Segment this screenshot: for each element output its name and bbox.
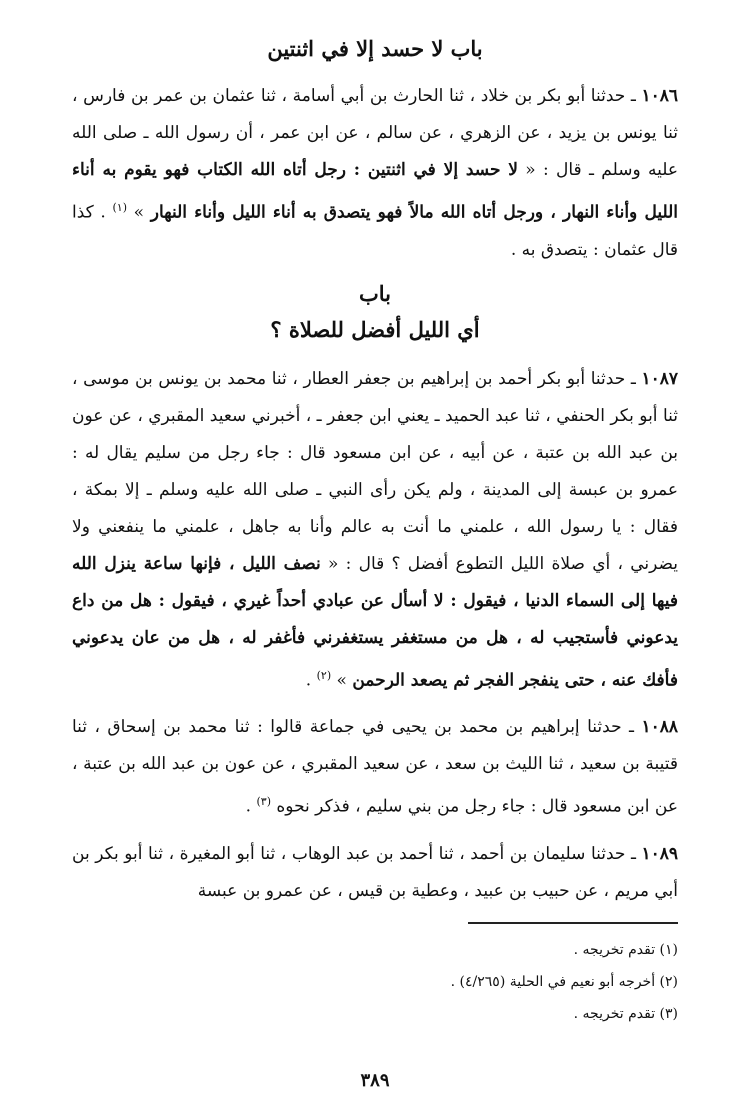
hadith-number: ١٠٨٩ [641, 843, 678, 864]
hadith-number: ١٠٨٨ [641, 717, 678, 738]
page-number: ٣٨٩ [360, 1070, 390, 1091]
hadith-1086 [72, 78, 678, 269]
hadith-text-end: . كذا قال عثمان : يتصدق به . [72, 202, 678, 260]
footnote-1: (١) تقدم تخريجه . [573, 941, 678, 958]
hadith-text: ـ حدثنا سليمان بن أحمد ، ثنا أحمد بن عبد الوهاب ، ثنا أبو المغيرة ، ثنا أبو بكر بن أبي مريم ، عن حبيب بن عبيد ، وعطية بن قيس ، عن عمرو بن عبسة [72, 843, 678, 901]
chapter-heading-bab: باب [358, 280, 391, 306]
hadith-text-end: . [245, 796, 257, 817]
hadith-text: ـ حدثنا أبو بكر بن خلاد ، ثنا الحارث بن أبي أسامة ، ثنا عثمان بن عمر بن فارس ، ثنا يونس بن يزيد ، عن الزهري ، عن سالم ، عن ابن عمر ، أن رسول الله ـ صلى الله عليه وسلم ـ قال : « [72, 86, 678, 180]
chapter-heading: باب لا حسد إلا في اثنتين [267, 36, 483, 61]
hadith-1089 [72, 836, 678, 910]
hadith-1088 [72, 709, 678, 826]
hadith-1087 [72, 361, 678, 700]
hadith-quote: نصف الليل ، فإنها ساعة ينزل الله فيها إلى السماء الدنيا ، فيقول : لا أسأل عن عبادي أحداً غيري ، فيقول : هل من داع يدعوني فأستجيب له ، هل من مستغفر يستغفرني فأغفر له ، هل من عان يدعوني فأفك عنه ، حتى ينفجر الفجر ثم يصعد الرحمن [72, 553, 678, 691]
footnote-ref: (٣) [256, 795, 271, 809]
quote-close: » [127, 202, 151, 223]
hadith-text: ـ حدثنا إبراهيم بن محمد بن يحيى في جماعة قالوا : ثنا محمد بن إسحاق ، ثنا قتيبة بن سعيد ، ثنا الليث بن سعد ، عن سعيد المقبري ، عن عون بن عبد الله بن عتبة ، عن ابن مسعود قال : جاء رجل من بني سليم ، فذكر نحوه [72, 717, 678, 817]
footnote-3: (٣) تقدم تخريجه . [573, 1005, 678, 1022]
hadith-text: ـ حدثنا أبو بكر أحمد بن إبراهيم بن جعفر العطار ، ثنا محمد بن يونس بن موسى ، ثنا أبو بكر الحنفي ، ثنا عبد الحميد ـ يعني ابن جعفر ـ ، أخبرني سعيد المقبري ، عن عون بن عبد الله بن عتبة ، عن أبيه ، عن ابن مسعود قال : جاء رجل من سليم يقال له : عمرو بن عبسة إلى المدينة ، ولم يكن رأى النبي ـ صلى الله عليه وسلم ـ إلا بمكة ، فقال : يا رسول الله ، علمني ما أنت به عالم وأنا به جاهل ، علمني ما ينفعني ولا يضرني ، أي صلاة الليل التطوع أفضل ؟ قال : « [72, 368, 678, 574]
footnote-ref: (٢) [316, 668, 332, 682]
hadith-text-end: . [305, 670, 317, 691]
footnote-divider [468, 922, 678, 924]
hadith-number: ١٠٨٦ [641, 86, 678, 106]
quote-close: » [331, 670, 353, 691]
book-page [72, 30, 678, 1090]
hadith-quote: لا حسد إلا في اثنتين : رجل أتاه الله الكتاب فهو يقوم به أناء الليل وأناء النهار ، ورجل أتاه الله مالاً فهو يتصدق به أناء الليل وأناء النهار [72, 160, 678, 223]
hadith-number: ١٠٨٧ [641, 368, 678, 389]
footnote-2: (٢) أخرجه أبو نعيم في الحلية (٤/٢٦٥) . [450, 973, 678, 990]
chapter-subheading: أي الليل أفضل للصلاة ؟ [270, 316, 480, 342]
footnote-ref: (١) [112, 201, 127, 214]
